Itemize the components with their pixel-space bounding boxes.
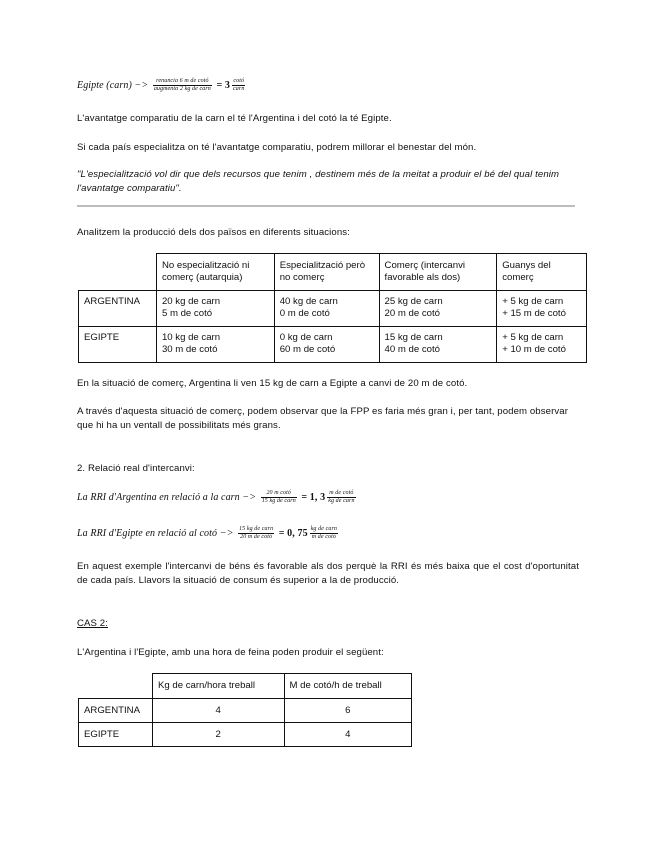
formula-egipte [77,78,581,93]
table-row [79,699,412,723]
cell-line: 0 kg de carn [279,332,333,343]
table-cell [156,327,274,363]
table-header: M de cotó/h de treball [284,674,412,699]
paragraph-specialize: Si cada país especialitza on té l'avantatge comparatiu, podrem millorar el benestar del món. [77,142,477,153]
cell-line: 20 kg de carn [161,296,221,307]
paragraph-quote: "L'especialització vol dir que dels recursos que tenim , destinem més de la meitat a produir el bé del qual tenim l'avantatge comparatiu". [77,169,560,194]
unit-numerator: cotó [233,78,245,84]
formula-rri-argentina [77,490,581,505]
formula-label: Egipte (carn) [77,79,132,91]
formula-unit [310,526,338,541]
hourly-production-table [78,673,412,747]
table-cell [274,291,379,327]
table-corner [79,674,153,699]
table-row [79,723,412,747]
cell-line: 5 m de cotó [161,308,213,319]
cell-line: + 5 kg de carn [502,332,564,343]
formula-unit [327,490,355,505]
table-header: Kg de carn/hora treball [152,674,284,699]
unit-denominator: carn [233,86,245,92]
formula-arrow: −> [239,491,259,503]
table-corner [79,254,157,291]
table-cell: 2 [152,723,284,747]
unit-numerator: kg de carn [310,526,337,532]
paragraph-trade-situation: En la situació de comerç, Argentina li ven 15 kg de carn a Egipte a canvi de 20 m de cotó. [77,378,468,389]
fraction-numerator: 20 m cotó [261,490,297,498]
table-header: Comerç (intercanvi favorable als dos) [379,254,497,291]
row-country: ARGENTINA [79,699,153,723]
fraction-denominator: 20 m de cotó [240,534,273,540]
cell-line: 15 kg de carn [384,332,443,343]
formula-label: La RRI d'Argentina en relació a la carn [77,491,240,503]
paragraph-cas2-intro: L'Argentina i l'Egipte, amb una hora de feina poden produir el següent: [77,647,384,658]
formula-fraction [261,490,297,505]
formula-fraction [238,526,274,541]
formula-result: = 3 [213,79,231,91]
formula-label: La RRI d'Egipte en relació al cotó [77,527,218,539]
cell-line: 40 m de cotó [384,344,440,355]
table-row [79,327,587,363]
horizontal-divider [77,205,575,207]
table-cell: 6 [284,699,412,723]
formula-result: = 0, 75 [276,527,308,539]
row-country: ARGENTINA [79,291,157,327]
cell-line: + 15 m de cotó [502,308,566,319]
table-header-row [79,254,587,291]
cell-line: + 5 kg de carn [502,296,564,307]
formula-unit [232,78,245,93]
table-header: No especialització ni comerç (autarquia) [156,254,274,291]
table-cell [497,291,587,327]
rri-heading: 2. Relació real d'intercanvi: [77,463,195,474]
table-header: Especialització però no comerç [274,254,379,291]
formula-result: = 1, 3 [298,491,326,503]
paragraph-ppf: A través d'aquesta situació de comerç, podem observar que la FPP es faria més gran i, per tant, podem observar que hi ha un ventall de possibilitats més grans. [77,406,568,431]
cell-line: 25 kg de carn [384,296,443,307]
paragraph-advantage: L'avantatge comparatiu de la carn el té l'Argentina i del cotó la té Egipte. [77,113,392,124]
formula-arrow: −> [131,79,151,91]
table-cell: 4 [152,699,284,723]
cell-line: 30 m de cotó [161,344,218,355]
table-header: Guanys del comerç [497,254,587,291]
cell-line: 60 m de cotó [279,344,336,355]
table-cell: 4 [284,723,412,747]
table-cell [497,327,587,363]
formula-arrow: −> [217,527,237,539]
cell-line: 20 m de cotó [384,308,440,319]
formula-rri-egipte [77,526,581,541]
table-cell [274,327,379,363]
row-country: EGIPTE [79,723,153,747]
paragraph-analyze: Analitzem la producció dels dos països en diferents situacions: [77,227,350,238]
table-header-row [79,674,412,699]
fraction-denominator: 15 kg de carn [261,498,296,504]
cell-line: 0 m de cotó [279,308,330,319]
cell-line: + 10 m de cotó [502,344,566,355]
cas2-heading: CAS 2: [77,618,108,629]
unit-denominator: m de cotó [311,534,336,540]
row-country: EGIPTE [79,327,157,363]
fraction-numerator: renuncia 6 m de cotó [153,78,212,86]
production-table [78,253,587,363]
unit-numerator: m de cotó [327,490,355,498]
formula-fraction [153,78,212,93]
table-cell [379,327,497,363]
paragraph-conclusion: En aquest exemple l'intercanvi de béns és favorable als dos perquè la RRI és més baixa que el cost d'oportunitat de cada país. Llavors la situació de consum és superior a la de producció. [77,561,579,586]
table-row [79,291,587,327]
table-cell [156,291,274,327]
unit-denominator: kg de carn [328,498,355,504]
cell-line: 40 kg de carn [279,296,338,307]
table-cell [379,291,497,327]
fraction-numerator: 15 kg de carn [239,526,274,532]
fraction-denominator: augmenta 2 kg de carn [153,86,211,92]
cell-line: 10 kg de carn [161,332,221,343]
